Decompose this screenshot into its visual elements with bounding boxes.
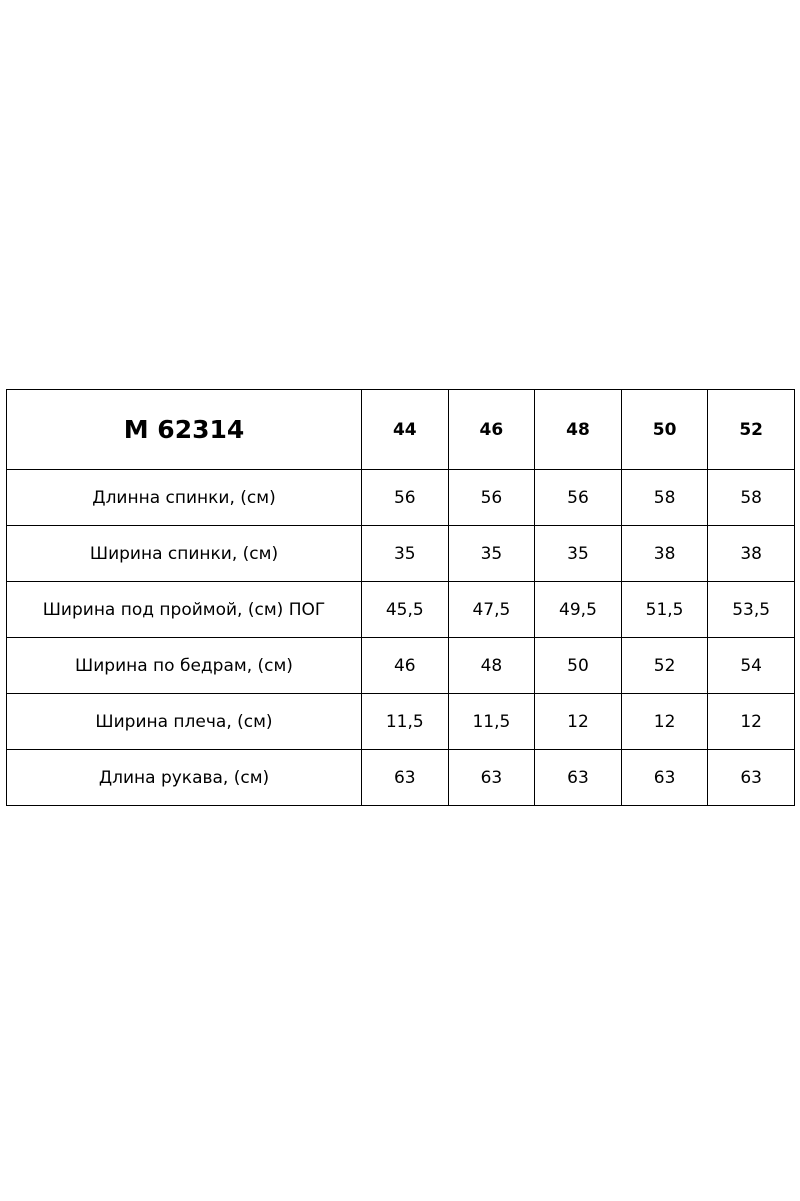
measurement-value: 11,5 xyxy=(448,694,535,750)
measurement-label: Ширина под проймой, (см) ПОГ xyxy=(7,582,362,638)
table-row xyxy=(7,694,795,750)
size-chart-table xyxy=(6,389,795,806)
measurement-value: 45,5 xyxy=(362,582,449,638)
measurement-value: 49,5 xyxy=(535,582,622,638)
measurement-value: 63 xyxy=(448,750,535,806)
measurement-value: 52 xyxy=(621,638,708,694)
measurement-value: 12 xyxy=(621,694,708,750)
model-number: М 62314 xyxy=(7,390,362,470)
measurement-value: 56 xyxy=(362,470,449,526)
measurement-value: 56 xyxy=(448,470,535,526)
measurement-label: Ширина плеча, (см) xyxy=(7,694,362,750)
measurement-value: 51,5 xyxy=(621,582,708,638)
measurement-value: 35 xyxy=(362,526,449,582)
measurement-value: 11,5 xyxy=(362,694,449,750)
measurement-value: 63 xyxy=(362,750,449,806)
table-row xyxy=(7,526,795,582)
measurement-value: 53,5 xyxy=(708,582,795,638)
measurement-value: 38 xyxy=(621,526,708,582)
measurement-value: 35 xyxy=(535,526,622,582)
header-row xyxy=(7,390,795,470)
measurement-value: 54 xyxy=(708,638,795,694)
measurement-value: 58 xyxy=(621,470,708,526)
size-header-46: 46 xyxy=(448,390,535,470)
measurement-label: Длина рукава, (см) xyxy=(7,750,362,806)
measurement-value: 35 xyxy=(448,526,535,582)
measurement-value: 38 xyxy=(708,526,795,582)
measurement-value: 12 xyxy=(708,694,795,750)
measurement-label: Длинна спинки, (см) xyxy=(7,470,362,526)
table-row xyxy=(7,638,795,694)
measurement-value: 63 xyxy=(708,750,795,806)
measurement-value: 47,5 xyxy=(448,582,535,638)
table-row xyxy=(7,582,795,638)
measurement-value: 56 xyxy=(535,470,622,526)
size-header-48: 48 xyxy=(535,390,622,470)
measurement-value: 50 xyxy=(535,638,622,694)
measurement-value: 63 xyxy=(621,750,708,806)
size-header-52: 52 xyxy=(708,390,795,470)
measurement-value: 58 xyxy=(708,470,795,526)
table-row xyxy=(7,750,795,806)
size-header-44: 44 xyxy=(362,390,449,470)
measurement-value: 12 xyxy=(535,694,622,750)
size-chart-body xyxy=(7,390,795,806)
measurement-value: 46 xyxy=(362,638,449,694)
table-row xyxy=(7,470,795,526)
measurement-value: 48 xyxy=(448,638,535,694)
measurement-value: 63 xyxy=(535,750,622,806)
measurement-label: Ширина спинки, (см) xyxy=(7,526,362,582)
size-header-50: 50 xyxy=(621,390,708,470)
measurement-label: Ширина по бедрам, (см) xyxy=(7,638,362,694)
